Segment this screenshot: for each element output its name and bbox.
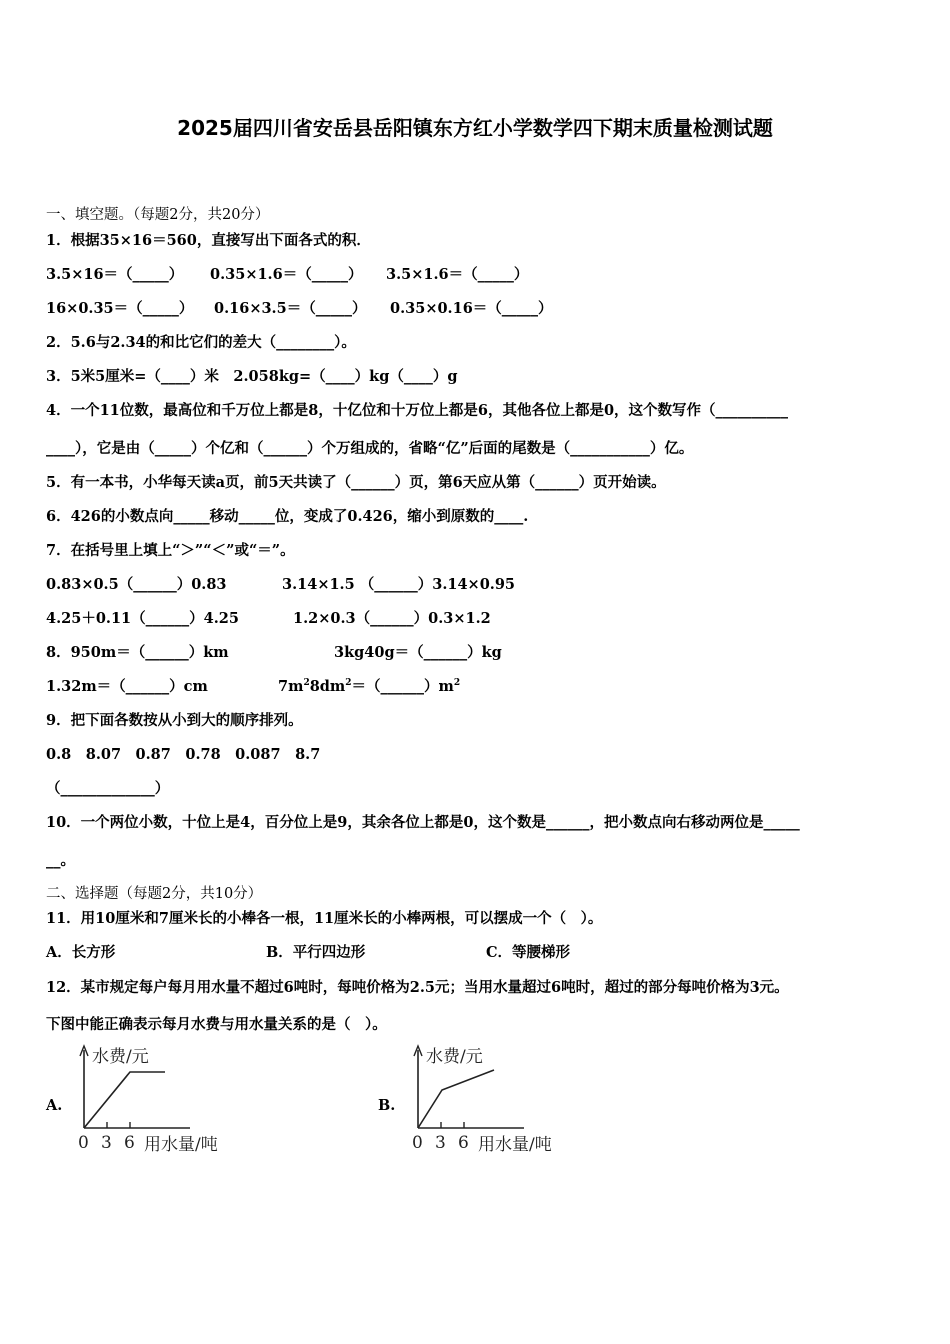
graph-a-xlabel: 用水量/吨 [144, 1135, 218, 1155]
graph-a-line [84, 1072, 165, 1128]
q4-line-2: ____），它是由（_____）个亿和（______）个万组成的，省略“亿”后面的尾数是（___________）亿。 [46, 440, 694, 457]
q11-option-a: A．长方形 [46, 944, 116, 961]
q3: 3．5米5厘米=（____）米 2.058kg=（____）kg（____）g [46, 368, 458, 385]
graph-b-tick-label: 0 [412, 1133, 423, 1153]
q9-blank: （_____________） [46, 780, 170, 797]
q7-item: 3.14×1.5 （______）3.14×0.95 [282, 576, 516, 593]
q11-option-b: B．平行四边形 [266, 944, 366, 961]
q7-item: 4.25＋0.11（______）4.25 [46, 610, 239, 627]
q12-line-1: 12．某市规定每户每月用水量不超过6吨时，每吨价格为2.5元；当用水量超过6吨时，超过的部分每吨价格为3元。 [46, 979, 789, 996]
q5: 5．有一本书，小华每天读a页，前5天共读了（______）页，第6天应从第（______）页开始读。 [46, 474, 666, 491]
q1-item: 0.35×1.6＝（_____） [210, 266, 363, 283]
graph-b-tick-label: 6 [458, 1133, 469, 1153]
q8-item: 1.32m＝（______）cm [46, 678, 208, 695]
q8-item-area: $7m^28dm^2=(\_\_\_\_\_\_)m^2$ [278, 678, 461, 695]
page-title: 2025届四川省安岳县岳阳镇东方红小学数学四下期末质量检测试题 [177, 116, 773, 140]
q8-item: 8．950m＝（______）km [46, 644, 229, 661]
q7-stem: 7．在括号里上填上“＞”“＜”或“＝”。 [46, 542, 295, 559]
q12-graph-a [70, 1040, 260, 1160]
q11-option-c: C．等腰梯形 [486, 944, 571, 961]
q10-line-1: 10．一个两位小数，十位上是4，百分位上是9，其余各位上都是0，这个数是______，把小数点向右移动两位是_____ [46, 814, 800, 831]
graph-a-tick-label: 3 [101, 1133, 112, 1153]
q12-option-a-label: A. [46, 1097, 63, 1114]
q1-item: 0.16×3.5＝（_____） [214, 300, 367, 317]
graph-a-tick-label: 0 [78, 1133, 89, 1153]
q1-item: 16×0.35＝（_____） [46, 300, 194, 317]
graph-b-ylabel: 水费/元 [426, 1047, 483, 1067]
graph-a-ylabel: 水费/元 [92, 1047, 149, 1067]
q1-stem: 1．根据35×16＝560，直接写出下面各式的积． [46, 232, 371, 249]
graph-b-line [418, 1070, 494, 1128]
graph-b-tick-label: 3 [435, 1133, 446, 1153]
q7-item: 0.83×0.5（______）0.83 [46, 576, 227, 593]
q9-stem: 9．把下面各数按从小到大的顺序排列。 [46, 712, 303, 729]
q1-item: 3.5×1.6＝（_____） [386, 266, 529, 283]
q8-item: 3kg40g＝（______）kg [334, 644, 502, 661]
q10-line-2: __。 [46, 852, 75, 869]
q12-line-2: 下图中能正确表示每月水费与用水量关系的是（ ）。 [46, 1016, 387, 1033]
graph-a-tick-label: 6 [124, 1133, 135, 1153]
q12-graph-b [404, 1040, 594, 1160]
section-1-heading: 一、填空题。（每题2分，共20分） [46, 207, 270, 223]
q7-item: 1.2×0.3（______）0.3×1.2 [293, 610, 491, 627]
q4-line-1: 4．一个11位数，最高位和千万位上都是8，十亿位和十万位上都是6，其他各位上都是0，这个数写作（__________ [46, 402, 789, 419]
q1-item: 3.5×16＝（_____） [46, 266, 184, 283]
section-2-heading: 二、选择题（每题2分，共10分） [46, 886, 263, 902]
q9-numbers: 0.8 8.07 0.87 0.78 0.087 8.7 [46, 746, 321, 763]
q12-option-b-label: B. [378, 1097, 396, 1114]
q6: 6．426的小数点向_____移动_____位，变成了0.426，缩小到原数的____. [46, 508, 529, 525]
graph-b-xlabel: 用水量/吨 [478, 1135, 552, 1155]
q2: 2．5.6与2.34的和比它们的差大（________）。 [46, 334, 356, 351]
q1-item: 0.35×0.16＝（_____） [390, 300, 553, 317]
q11-stem: 11．用10厘米和7厘米长的小棒各一根，11厘米长的小棒两根，可以摆成一个（ ）。 [46, 910, 603, 927]
